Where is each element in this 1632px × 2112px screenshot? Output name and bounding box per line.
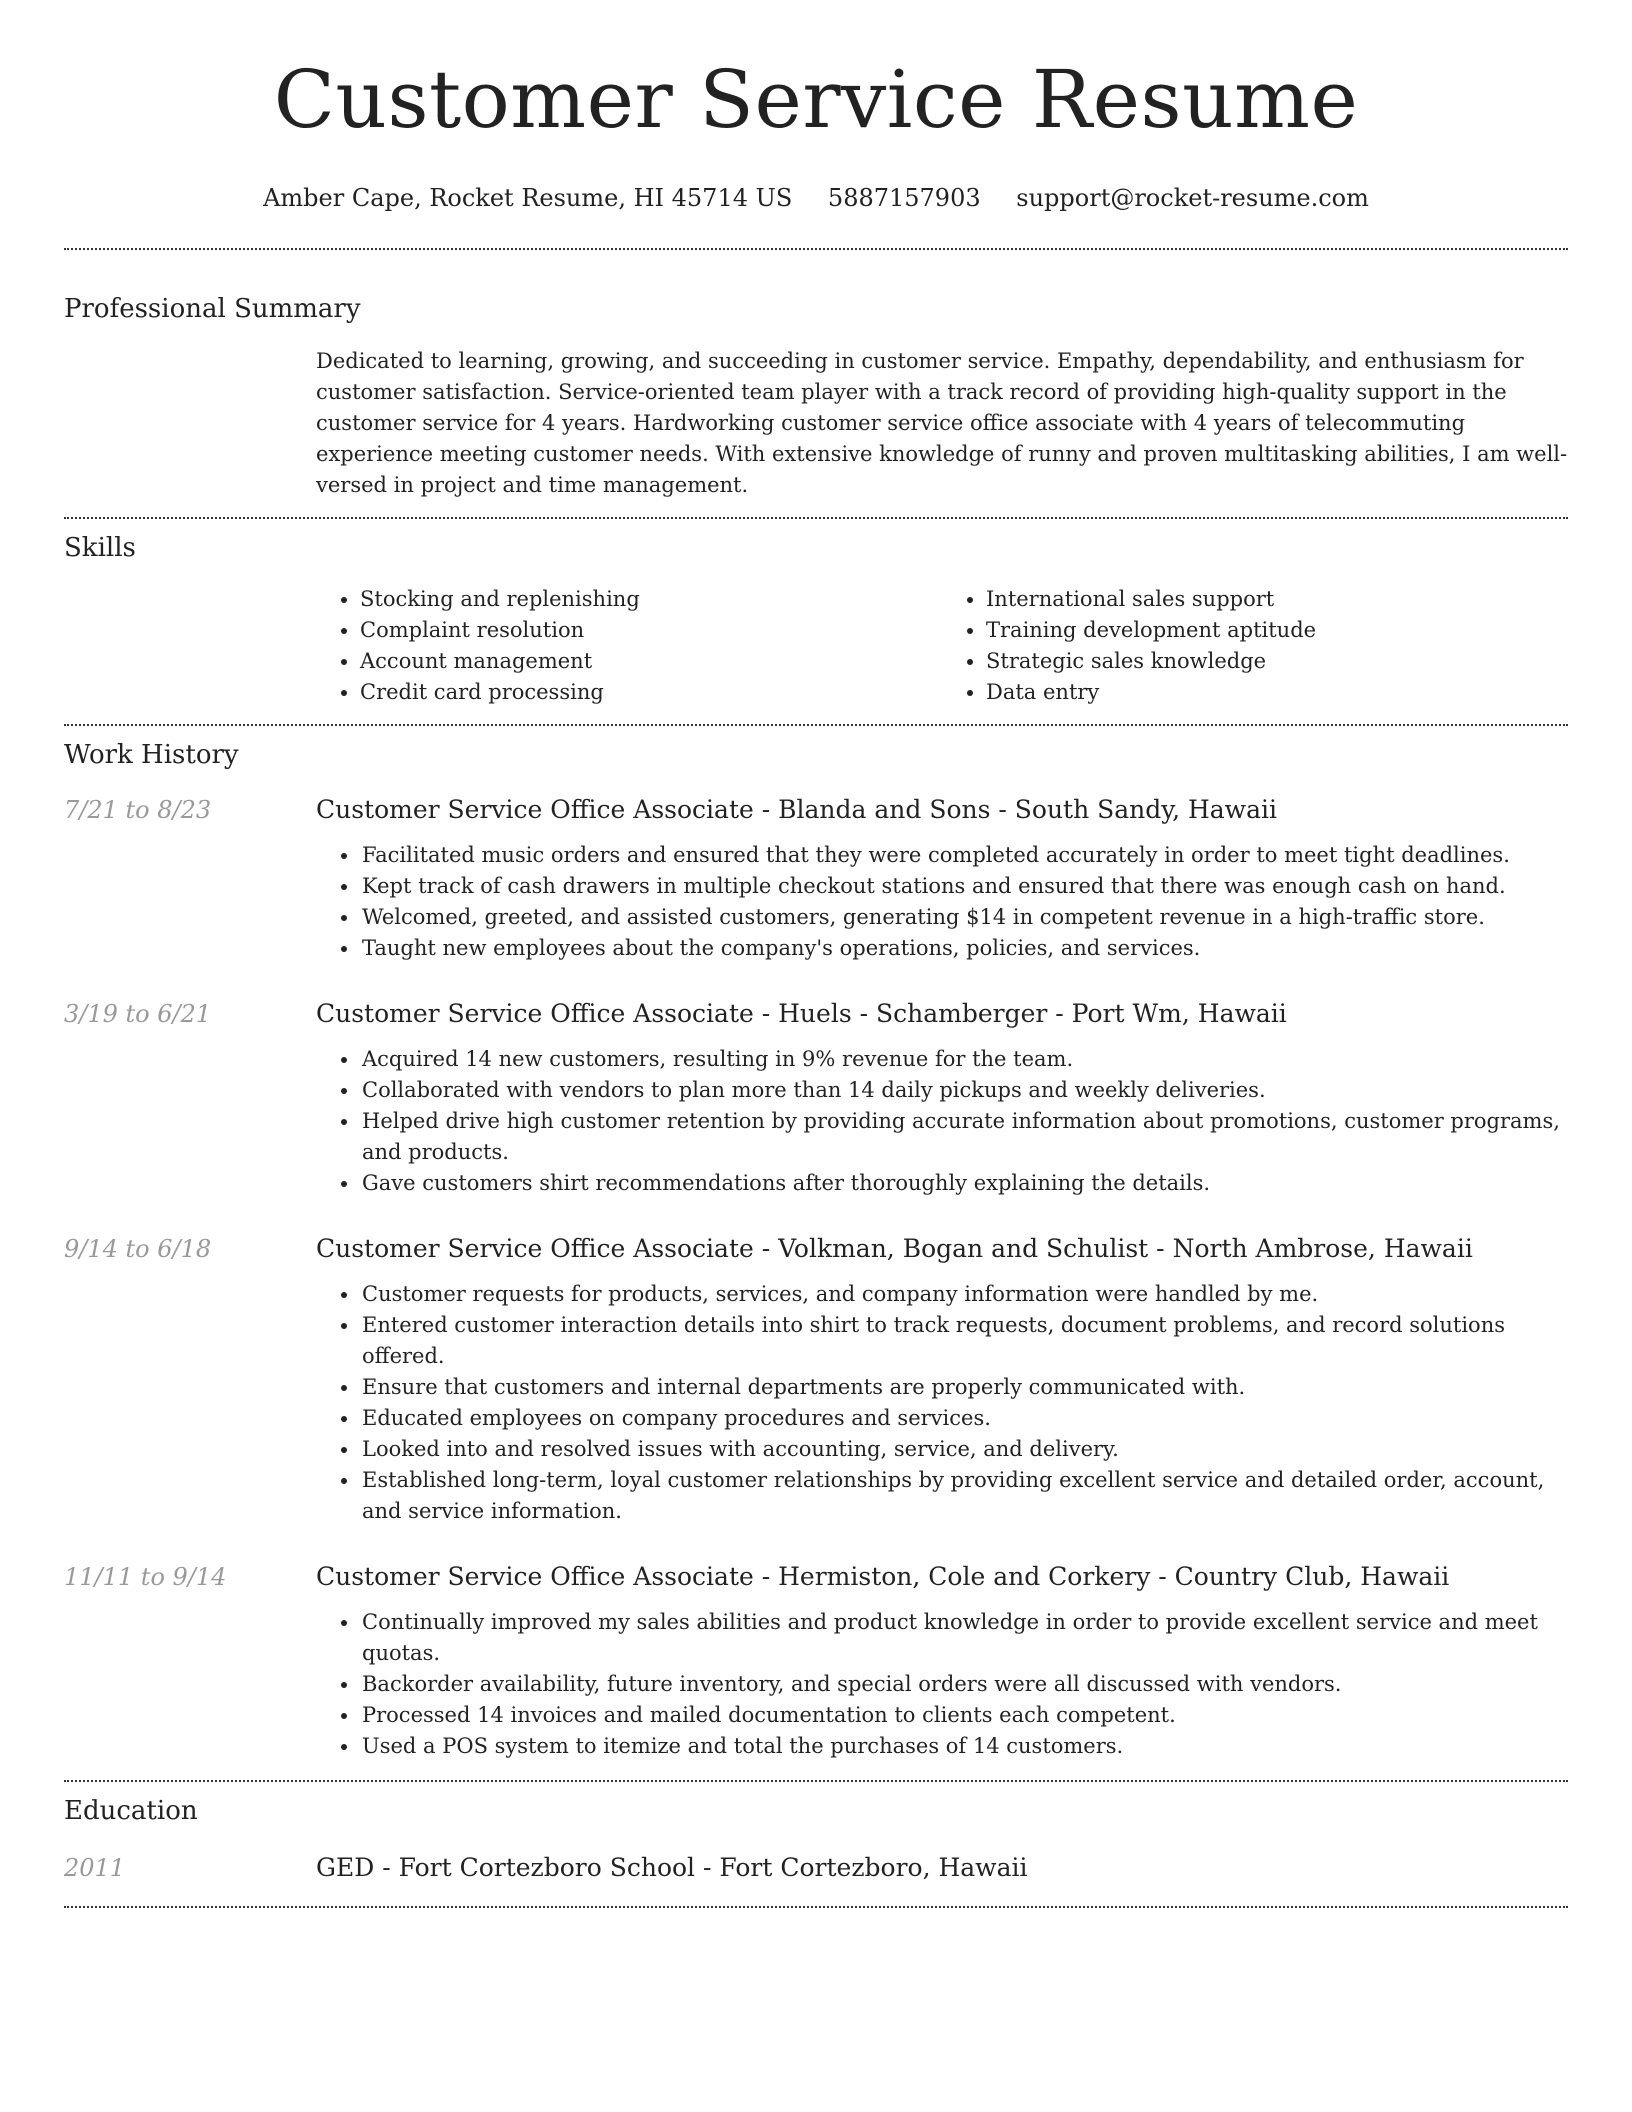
skills-section xyxy=(64,519,1568,708)
job-entry xyxy=(64,998,1568,1199)
job-header xyxy=(64,998,1568,1030)
job-dates: 3/19 to 6/21 xyxy=(64,1000,212,1028)
job-bullet: • Continually improved my sales abilities and product knowledge in order to provide excellent service and meet quotas. xyxy=(360,1607,1568,1669)
skills-left-list xyxy=(316,584,942,708)
job-bullet: • Educated employees on company procedures and services. xyxy=(360,1403,1568,1434)
summary-text: Dedicated to learning, growing, and succeeding in customer service. Empathy, dependability, and enthusiasm for customer satisfaction. Service-oriented team player with a track record of providing high-quality support in the customer service for 4 years. Hardworking customer service office associate with 4 years of telecommuting experience meeting customer needs. With extensive knowledge of runny and proven multitasking abilities, I am well-versed in project and time management. xyxy=(316,349,1568,497)
summary-heading: Professional Summary xyxy=(64,294,361,324)
job-bullet: • Entered customer interaction details into shirt to track requests, document problems, and record solutions offered. xyxy=(360,1310,1568,1372)
education-year: 2011 xyxy=(64,1854,126,1882)
job-entry xyxy=(64,1233,1568,1527)
work-section xyxy=(64,726,1568,1762)
skill-item: • Stocking and replenishing xyxy=(360,584,942,615)
job-title: Customer Service Office Associate - Hermiston, Cole and Corkery - Country Club, Hawaii xyxy=(316,1562,1450,1591)
job-bullet: • Acquired 14 new customers, resulting in 9% revenue for the team. xyxy=(360,1044,1568,1075)
job-header xyxy=(64,1233,1568,1265)
summary-section xyxy=(64,250,1568,501)
education-divider xyxy=(64,1906,1568,1908)
job-dates: 9/14 to 6/18 xyxy=(64,1235,212,1263)
job-title: Customer Service Office Associate - Blanda and Sons - South Sandy, Hawaii xyxy=(316,795,1277,824)
job-dates: 11/11 to 9/14 xyxy=(64,1563,227,1591)
job-bullet: • Customer requests for products, services, and company information were handled by me. xyxy=(360,1279,1568,1310)
job-bullet: • Backorder availability, future inventory, and special orders were all discussed with vendors. xyxy=(360,1669,1568,1700)
job-bullets xyxy=(316,1044,1568,1199)
job-entry xyxy=(64,1561,1568,1762)
skill-item: • Credit card processing xyxy=(360,677,942,708)
job-bullet: • Taught new employees about the company's operations, policies, and services. xyxy=(360,933,1568,964)
job-bullet: • Helped drive high customer retention by providing accurate information about promotions, customer programs, and products. xyxy=(360,1106,1568,1168)
job-bullet: • Used a POS system to itemize and total the purchases of 14 customers. xyxy=(360,1731,1568,1762)
job-bullet: • Facilitated music orders and ensured that they were completed accurately in order to meet tight deadlines. xyxy=(360,840,1568,871)
education-title: GED - Fort Cortezboro School - Fort Cortezboro, Hawaii xyxy=(316,1853,1028,1882)
job-title: Customer Service Office Associate - Huels - Schamberger - Port Wm, Hawaii xyxy=(316,999,1287,1028)
resume-title: Customer Service Resume xyxy=(273,53,1359,146)
contact-address: Amber Cape, Rocket Resume, HI 45714 US xyxy=(263,184,793,212)
job-header xyxy=(64,1561,1568,1593)
skills-heading: Skills xyxy=(64,533,136,563)
job-bullet: • Collaborated with vendors to plan more than 14 daily pickups and weekly deliveries. xyxy=(360,1075,1568,1106)
job-bullets xyxy=(316,1279,1568,1527)
work-heading: Work History xyxy=(64,740,239,770)
job-bullet: • Looked into and resolved issues with accounting, service, and delivery. xyxy=(360,1434,1568,1465)
job-bullet: • Ensure that customers and internal departments are properly communicated with. xyxy=(360,1372,1568,1403)
education-section xyxy=(64,1782,1568,1884)
skill-item: • Account management xyxy=(360,646,942,677)
job-bullet: • Processed 14 invoices and mailed documentation to clients each competent. xyxy=(360,1700,1568,1731)
skills-right-list xyxy=(942,584,1568,708)
job-bullet: • Kept track of cash drawers in multiple checkout stations and ensured that there was enough cash on hand. xyxy=(360,871,1568,902)
job-header xyxy=(64,794,1568,826)
skill-item: • Training development aptitude xyxy=(986,615,1568,646)
contact-phone: 5887157903 xyxy=(827,184,981,212)
contact-email: support@rocket-resume.com xyxy=(1016,184,1369,212)
education-heading: Education xyxy=(64,1796,198,1826)
skill-item: • International sales support xyxy=(986,584,1568,615)
job-dates: 7/21 to 8/23 xyxy=(64,796,212,824)
job-entry xyxy=(64,794,1568,964)
job-bullet: • Gave customers shirt recommendations after thoroughly explaining the details. xyxy=(360,1168,1568,1199)
skill-item: • Complaint resolution xyxy=(360,615,942,646)
skills-columns xyxy=(316,584,1568,708)
job-bullets xyxy=(316,840,1568,964)
job-bullet: • Welcomed, greeted, and assisted customers, generating $14 in competent revenue in a high-traffic store. xyxy=(360,902,1568,933)
job-bullet: • Established long-term, loyal customer relationships by providing excellent service and detailed order, account, and service information. xyxy=(360,1465,1568,1527)
job-bullets xyxy=(316,1607,1568,1762)
skill-item: • Strategic sales knowledge xyxy=(986,646,1568,677)
job-title: Customer Service Office Associate - Volkman, Bogan and Schulist - North Ambrose, Hawaii xyxy=(316,1234,1473,1263)
skill-item: • Data entry xyxy=(986,677,1568,708)
contact-line xyxy=(64,182,1568,214)
education-entry xyxy=(64,1852,1568,1884)
